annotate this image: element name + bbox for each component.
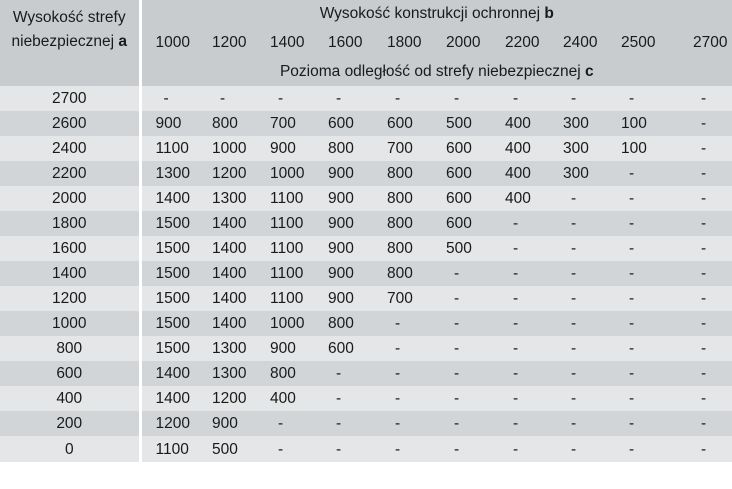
table-cell: 400: [491, 186, 549, 211]
row-header-cell: [0, 0, 140, 86]
table-cell: 900: [198, 411, 256, 436]
table-cell: -: [665, 236, 732, 261]
column-header: 2500: [607, 28, 665, 58]
table-cell: -: [373, 336, 432, 361]
table-cell: 1500: [140, 261, 198, 286]
table-cell: -: [432, 311, 491, 336]
table-cell: -: [665, 261, 732, 286]
table-row: [0, 261, 732, 286]
column-header: 1200: [198, 28, 256, 58]
table-cell: -: [491, 211, 549, 236]
row-height-cell: 1800: [0, 211, 140, 236]
table-cell: -: [491, 361, 549, 386]
table-cell: -: [491, 336, 549, 361]
table-cell: -: [549, 211, 607, 236]
table-cell: 1300: [198, 336, 256, 361]
table-cell: 1400: [198, 311, 256, 336]
table-row: [0, 336, 732, 361]
table-cell: 100: [607, 136, 665, 161]
row-height-cell: 2600: [0, 111, 140, 136]
table-cell: -: [491, 286, 549, 311]
table-cell: -: [140, 86, 198, 111]
column-group-label: Wysokość konstrukcji ochronnej: [319, 5, 541, 22]
table-cell: 600: [432, 211, 491, 236]
table-cell: 1400: [140, 186, 198, 211]
table-row: [0, 86, 732, 111]
row-height-cell: 1000: [0, 311, 140, 336]
table-cell: 800: [198, 111, 256, 136]
row-height-cell: 2400: [0, 136, 140, 161]
table-cell: 800: [373, 236, 432, 261]
table-cell: -: [665, 186, 732, 211]
table-cell: -: [314, 386, 373, 411]
table-cell: 800: [373, 211, 432, 236]
table-row: [0, 111, 732, 136]
table-cell: -: [373, 311, 432, 336]
table-cell: -: [491, 386, 549, 411]
table-row: [0, 311, 732, 336]
table-cell: -: [665, 361, 732, 386]
row-height-cell: 1200: [0, 286, 140, 311]
table-cell: -: [373, 386, 432, 411]
row-height-cell: 2000: [0, 186, 140, 211]
table-cell: 1400: [198, 286, 256, 311]
table-cell: 900: [314, 161, 373, 186]
table-cell: -: [665, 161, 732, 186]
table-cell: -: [256, 436, 314, 462]
table-cell: -: [314, 436, 373, 462]
table-cell: -: [373, 361, 432, 386]
table-cell: 400: [491, 161, 549, 186]
table-cell: 600: [314, 111, 373, 136]
table-cell: 1000: [256, 311, 314, 336]
table-cell: 1100: [256, 286, 314, 311]
table-cell: -: [607, 386, 665, 411]
table-cell: -: [665, 86, 732, 111]
table-cell: 800: [314, 311, 373, 336]
table-cell: 1400: [198, 236, 256, 261]
column-header: 2200: [491, 28, 549, 58]
column-header: 1000: [140, 28, 198, 58]
table-cell: 900: [314, 261, 373, 286]
table-cell: -: [665, 436, 732, 462]
table-cell: 900: [256, 136, 314, 161]
table-cell: -: [373, 436, 432, 462]
table-cell: -: [665, 286, 732, 311]
table-cell: -: [665, 211, 732, 236]
table-cell: -: [665, 336, 732, 361]
table-cell: -: [314, 361, 373, 386]
table-cell: 1200: [198, 161, 256, 186]
row-header-symbol: a: [118, 33, 127, 50]
table-cell: -: [491, 311, 549, 336]
table-cell: -: [432, 411, 491, 436]
table-cell: -: [549, 236, 607, 261]
table-cell: 1500: [140, 336, 198, 361]
table-cell: 1500: [140, 286, 198, 311]
column-header: 1600: [314, 28, 373, 58]
table-cell: 1500: [140, 211, 198, 236]
table-cell: -: [549, 436, 607, 462]
table-cell: 1200: [140, 411, 198, 436]
column-header: 2700: [665, 28, 732, 58]
table-row: [0, 386, 732, 411]
table-cell: 1200: [198, 386, 256, 411]
table-cell: -: [607, 361, 665, 386]
values-caption-label: Pozioma odległość od strefy niebezpiecznej: [279, 63, 581, 80]
table-cell: -: [198, 86, 256, 111]
table-cell: 1300: [140, 161, 198, 186]
table-cell: -: [373, 411, 432, 436]
table-row: [0, 411, 732, 436]
table-cell: -: [432, 261, 491, 286]
table-cell: -: [256, 411, 314, 436]
column-group-symbol: b: [544, 5, 554, 22]
table-cell: 1400: [140, 361, 198, 386]
table-cell: -: [432, 436, 491, 462]
table-cell: 400: [491, 136, 549, 161]
table-cell: 400: [491, 111, 549, 136]
table-row: [0, 286, 732, 311]
table-cell: 600: [432, 161, 491, 186]
column-header: 2000: [432, 28, 491, 58]
table-cell: 400: [256, 386, 314, 411]
table-cell: 1100: [256, 186, 314, 211]
table-cell: 1100: [256, 261, 314, 286]
row-height-cell: 2200: [0, 161, 140, 186]
table-cell: -: [432, 336, 491, 361]
table-cell: 900: [314, 286, 373, 311]
row-height-cell: 800: [0, 336, 140, 361]
column-header: 1800: [373, 28, 432, 58]
table-row: [0, 161, 732, 186]
table-cell: -: [314, 411, 373, 436]
column-group-title: [140, 0, 732, 28]
table-cell: 1300: [198, 186, 256, 211]
table-cell: -: [373, 86, 432, 111]
values-caption-symbol: c: [584, 63, 594, 80]
table-cell: 800: [373, 186, 432, 211]
row-height-cell: 1600: [0, 236, 140, 261]
table-cell: 1100: [256, 211, 314, 236]
table-cell: -: [665, 111, 732, 136]
table-cell: -: [607, 336, 665, 361]
table-cell: 500: [198, 436, 256, 462]
table-cell: -: [607, 411, 665, 436]
table-cell: 900: [314, 186, 373, 211]
table-cell: 300: [549, 161, 607, 186]
table-cell: -: [491, 86, 549, 111]
table-cell: 800: [373, 261, 432, 286]
row-header-line2: niebezpiecznej: [11, 33, 115, 50]
table-cell: -: [665, 386, 732, 411]
table-cell: -: [549, 186, 607, 211]
table-cell: 300: [549, 111, 607, 136]
table-cell: -: [549, 86, 607, 111]
table-cell: -: [432, 386, 491, 411]
row-header-line1: Wysokość strefy: [12, 9, 126, 26]
table-cell: 1400: [198, 261, 256, 286]
table-cell: 600: [432, 186, 491, 211]
table-cell: 700: [256, 111, 314, 136]
table-cell: -: [491, 436, 549, 462]
table-cell: 1500: [140, 311, 198, 336]
table-cell: -: [607, 261, 665, 286]
table-cell: -: [491, 411, 549, 436]
table-cell: 1100: [256, 236, 314, 261]
table-row: [0, 436, 732, 462]
table-cell: -: [607, 86, 665, 111]
table-cell: 1400: [198, 211, 256, 236]
table-cell: 800: [314, 136, 373, 161]
table-row: [0, 186, 732, 211]
table-cell: -: [549, 261, 607, 286]
table-cell: 700: [373, 136, 432, 161]
table-cell: 600: [432, 136, 491, 161]
table-cell: 1500: [140, 236, 198, 261]
row-height-cell: 200: [0, 411, 140, 436]
table-cell: -: [549, 336, 607, 361]
table-cell: 1000: [198, 136, 256, 161]
table-cell: 900: [256, 336, 314, 361]
table-cell: 500: [432, 111, 491, 136]
column-header: 1400: [256, 28, 314, 58]
table-cell: -: [549, 361, 607, 386]
table-row: [0, 211, 732, 236]
table-cell: -: [314, 86, 373, 111]
table-cell: -: [665, 311, 732, 336]
table-cell: 800: [256, 361, 314, 386]
table-cell: 1100: [140, 136, 198, 161]
table-cell: -: [549, 411, 607, 436]
row-height-cell: 2700: [0, 86, 140, 111]
table-body: [0, 86, 732, 462]
table-cell: -: [491, 261, 549, 286]
table-cell: -: [432, 286, 491, 311]
table-cell: 600: [314, 336, 373, 361]
table-cell: 1100: [140, 436, 198, 462]
table-cell: -: [491, 236, 549, 261]
table-cell: -: [549, 311, 607, 336]
table-cell: -: [607, 186, 665, 211]
table-cell: 100: [607, 111, 665, 136]
table-cell: -: [607, 211, 665, 236]
table-cell: 1400: [140, 386, 198, 411]
table-row: [0, 136, 732, 161]
table-cell: 900: [314, 236, 373, 261]
table-cell: -: [665, 136, 732, 161]
table-cell: -: [256, 86, 314, 111]
values-caption: [140, 58, 732, 86]
table-cell: -: [549, 386, 607, 411]
table-cell: -: [549, 286, 607, 311]
row-height-cell: 1400: [0, 261, 140, 286]
table-cell: -: [665, 411, 732, 436]
row-height-cell: 400: [0, 386, 140, 411]
table-cell: -: [607, 161, 665, 186]
row-height-cell: 0: [0, 436, 140, 462]
table-cell: 800: [373, 161, 432, 186]
table-cell: -: [607, 286, 665, 311]
table-cell: 500: [432, 236, 491, 261]
table-cell: 900: [314, 211, 373, 236]
table-cell: 600: [373, 111, 432, 136]
table-cell: 1000: [256, 161, 314, 186]
table-cell: -: [607, 311, 665, 336]
table-cell: 900: [140, 111, 198, 136]
table-cell: -: [432, 86, 491, 111]
column-header: 2400: [549, 28, 607, 58]
table-cell: -: [432, 361, 491, 386]
table-cell: 300: [549, 136, 607, 161]
table-cell: -: [607, 436, 665, 462]
table-cell: 1300: [198, 361, 256, 386]
table-row: [0, 361, 732, 386]
table-cell: -: [607, 236, 665, 261]
table-cell: 700: [373, 286, 432, 311]
row-height-cell: 600: [0, 361, 140, 386]
table-row: [0, 236, 732, 261]
